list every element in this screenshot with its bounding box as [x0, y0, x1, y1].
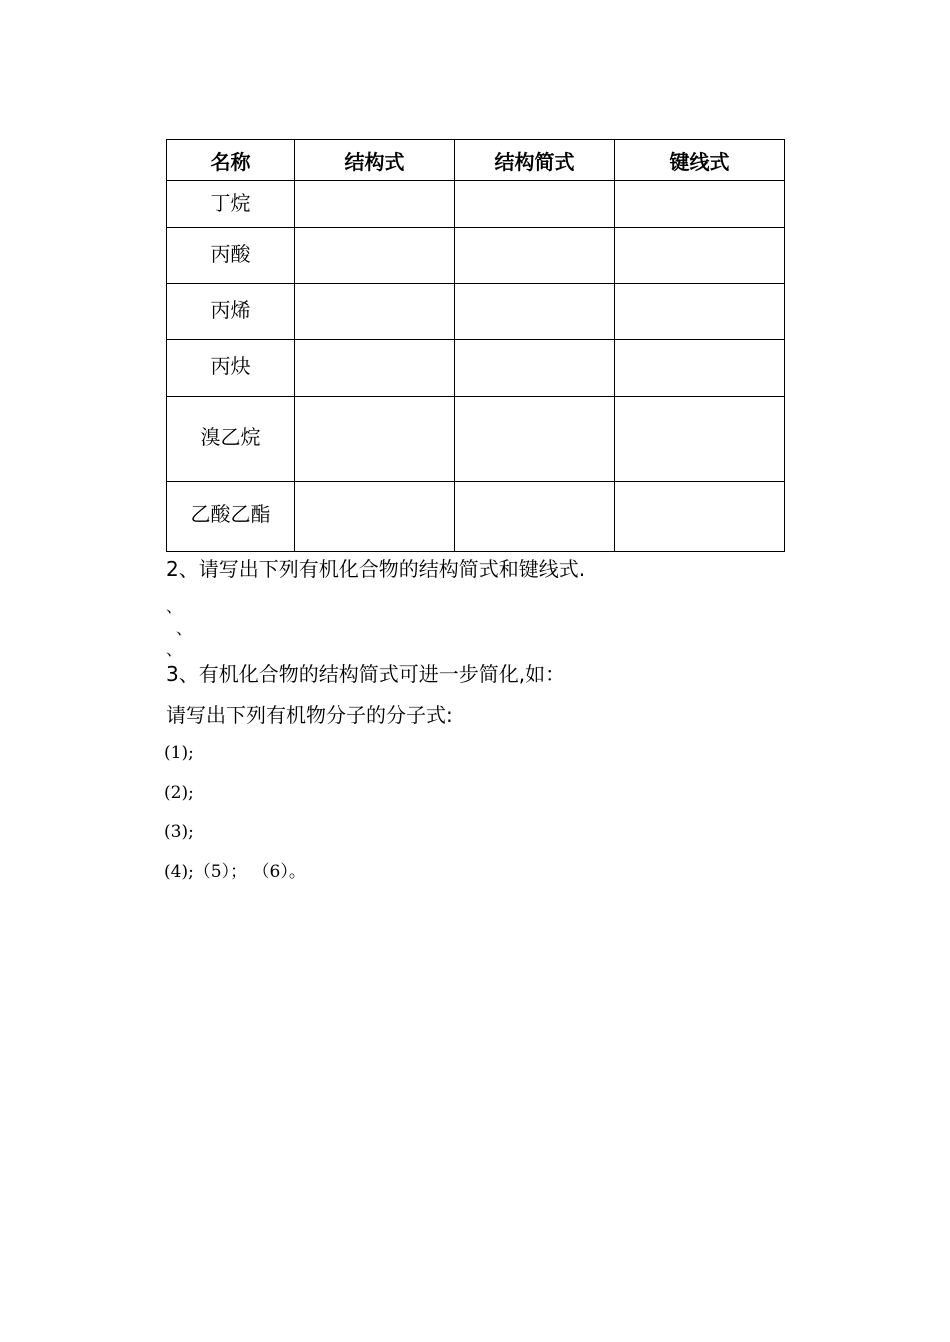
answer-separator-mark: 、 [166, 597, 183, 616]
condensed-formula-cell [455, 284, 615, 340]
compound-formula-table [166, 139, 785, 552]
table-row [167, 284, 785, 340]
compound-name-cell [167, 397, 295, 482]
compound-name: 溴乙烷 [200, 425, 261, 449]
structural-formula-cell [295, 181, 455, 228]
question-3-item: (1); [164, 743, 194, 763]
table-row [167, 340, 785, 397]
header-name: 名称 [167, 140, 295, 181]
table-row [167, 482, 785, 552]
question-3-instruction: 请写出下列有机物分子的分子式: [166, 703, 453, 727]
condensed-formula-cell [455, 181, 615, 228]
compound-name-cell [167, 228, 295, 284]
skeletal-formula-cell [615, 228, 785, 284]
question-3-item: (2); [164, 783, 194, 803]
question-3-item: (3); [164, 822, 194, 842]
header-condensed-formula: 结构简式 [455, 140, 615, 181]
skeletal-formula-cell [615, 397, 785, 482]
answer-separator-mark: 、 [176, 619, 193, 638]
structural-formula-cell [295, 482, 455, 552]
structural-formula-cell [295, 284, 455, 340]
compound-name-cell [167, 340, 295, 397]
question-3-item: (4);（5）； （6）。 [164, 862, 306, 882]
table-header-row [167, 140, 785, 181]
question-2-text: 2、请写出下列有机化合物的结构简式和键线式. [166, 557, 586, 581]
compound-name: 乙酸乙酯 [190, 502, 271, 526]
condensed-formula-cell [455, 397, 615, 482]
compound-name-cell [167, 181, 295, 228]
table-row [167, 228, 785, 284]
skeletal-formula-cell [615, 181, 785, 228]
table-row [167, 181, 785, 228]
skeletal-formula-cell [615, 340, 785, 397]
skeletal-formula-cell [615, 482, 785, 552]
header-structural-formula: 结构式 [295, 140, 455, 181]
header-skeletal-formula: 键线式 [615, 140, 785, 181]
condensed-formula-cell [455, 228, 615, 284]
compound-name: 丙烯 [210, 298, 251, 322]
compound-name-cell [167, 482, 295, 552]
condensed-formula-cell [455, 482, 615, 552]
table-row [167, 397, 785, 482]
compound-name: 丙酸 [210, 242, 251, 266]
skeletal-formula-cell [615, 284, 785, 340]
structural-formula-cell [295, 397, 455, 482]
structural-formula-cell [295, 228, 455, 284]
structural-formula-cell [295, 340, 455, 397]
compound-name: 丙炔 [210, 354, 251, 378]
question-3-text: 3、有机化合物的结构简式可进一步简化,如： [166, 662, 566, 686]
answer-separator-mark: 、 [166, 640, 183, 659]
compound-name: 丁烷 [210, 191, 251, 215]
condensed-formula-cell [455, 340, 615, 397]
compound-name-cell [167, 284, 295, 340]
